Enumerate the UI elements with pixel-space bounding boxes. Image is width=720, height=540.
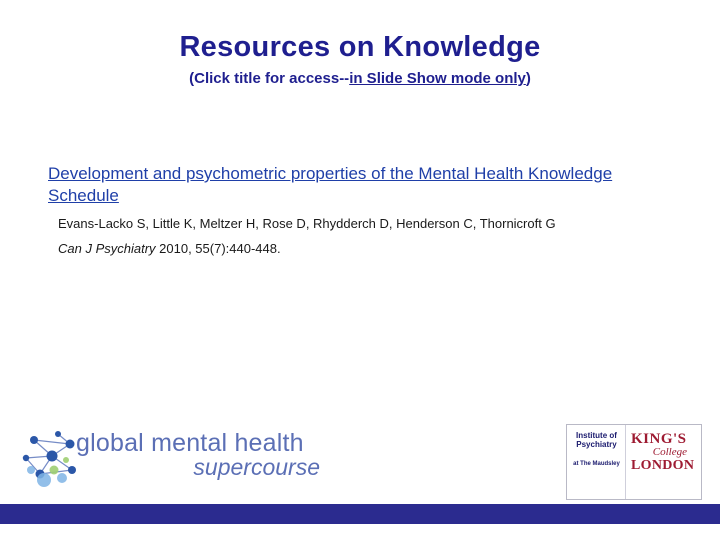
- title-block: [0, 32, 720, 87]
- kings-college-word: College: [652, 446, 687, 458]
- kings-king-line: [631, 432, 697, 447]
- iop-line-2: Psychiatry: [576, 440, 617, 450]
- kings-london-word: LONDON: [631, 457, 695, 473]
- institute-of-psychiatry-mark: [567, 425, 625, 499]
- slide-subtitle: [0, 70, 720, 87]
- reference-authors: Evans-Lacko S, Little K, Meltzer H, Rose D, Rhydderch D, Henderson C, Thornicroft G: [58, 215, 556, 231]
- kings-k-letter: K: [631, 431, 644, 447]
- reference-title-link[interactable]: Development and psychometric properties of the Mental Health Knowledge Schedule: [48, 164, 613, 205]
- kings-college-london-logo: [566, 424, 702, 500]
- gmh-line-1: global mental health: [76, 429, 304, 457]
- subtitle-prefix: (Click title for access--: [189, 69, 350, 87]
- gmh-wordmark: [76, 430, 326, 479]
- page-title: Resources on Knowledge: [179, 31, 541, 63]
- footer-bar: [0, 504, 720, 524]
- reference-block: [48, 163, 688, 258]
- global-mental-health-logo: [14, 422, 324, 504]
- gmh-line-2: supercourse: [193, 454, 320, 481]
- subtitle-suffix: ): [525, 69, 531, 87]
- kings-mark: [625, 425, 701, 499]
- reference-citation: [58, 241, 688, 258]
- subtitle-underlined: in Slide Show mode only: [349, 69, 526, 87]
- iop-line-1: Institute of: [576, 431, 617, 440]
- iop-sub-line: at The Maudsley: [573, 461, 620, 468]
- journal-citation: 2010, 55(7):440-448.: [155, 241, 281, 257]
- footer-margin: [0, 524, 720, 540]
- journal-name: Can J Psychiatry: [58, 241, 156, 257]
- kings-ings-letters: ING'S: [643, 431, 687, 447]
